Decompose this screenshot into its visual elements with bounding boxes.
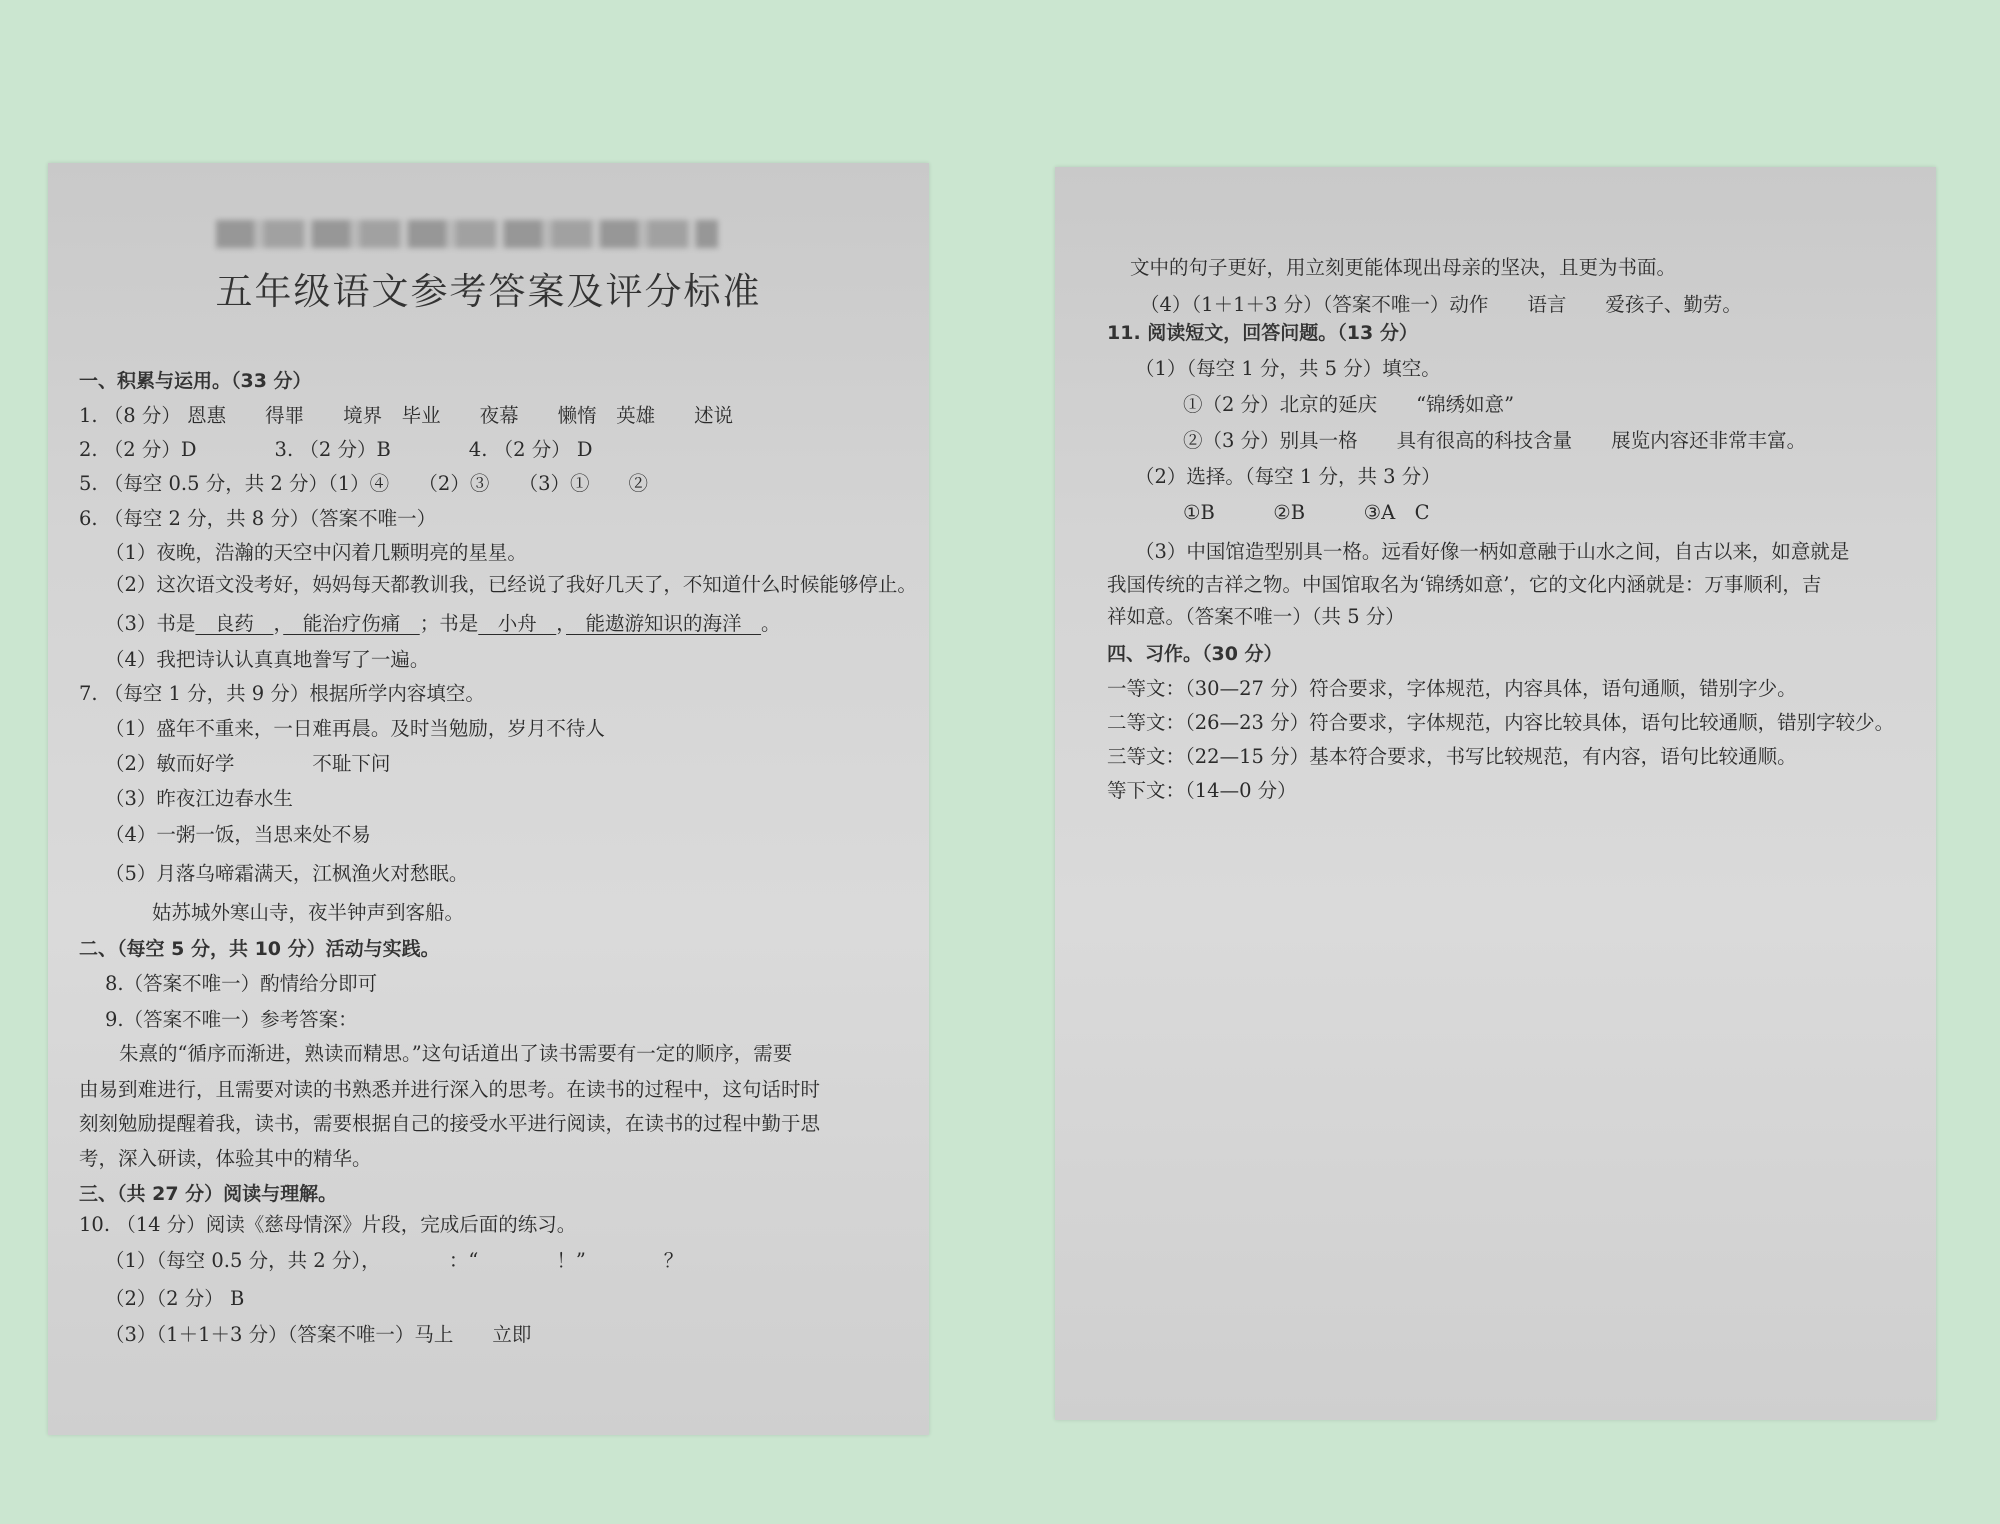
grade-third-class: 三等文：（22—15 分）基本符合要求，书写比较规范，有内容，语句比较通顺。 (1107, 745, 1797, 768)
section-4-heading: 四、习作。（30 分） (1107, 643, 1283, 665)
answer-q7: 7. （每空 1 分，共 9 分）根据所学内容填空。 (79, 682, 485, 705)
answer-q5: 5. （每空 0.5 分，共 2 分）（1）④ （2）③ （3）① ② (79, 472, 648, 495)
q6-3-prefix: （3）书是 (105, 612, 196, 635)
q6-3-blank-b: 能治疗伤痛 (283, 612, 420, 635)
answer-q11-1b: ②（3 分）别具一格 具有很高的科技含量 展览内容还非常丰富。 (1183, 429, 1807, 452)
answer-q10: 10. （14 分）阅读《慈母情深》片段，完成后面的练习。 (79, 1213, 577, 1236)
answer-q6-1: （1）夜晚，浩瀚的天空中闪着几颗明亮的星星。 (105, 541, 527, 564)
answer-q7-5: （5）月落乌啼霜满天，江枫渔火对愁眠。 (105, 862, 469, 885)
q6-3-separator-1: ， (273, 612, 284, 635)
answer-q8: 8.（答案不唯一）酌情给分即可 (105, 972, 378, 995)
section-3-heading: 三、（共 27 分）阅读与理解。 (79, 1183, 338, 1205)
answer-q7-3: （3）昨夜江边春水生 (105, 787, 293, 810)
answer-q6-3 (105, 611, 781, 637)
answer-q7-2: （2）敏而好学 不耻下问 (105, 752, 391, 775)
grade-first-class: 一等文：（30—27 分）符合要求，字体规范，内容具体，语句通顺，错别字少。 (1107, 677, 1797, 700)
section-1-heading: 一、积累与运用。（33 分） (79, 370, 312, 392)
answer-q9-para-line-3: 刻刻勉励提醒着我，读书，需要根据自己的接受水平进行阅读，在读书的过程中勤于思 (79, 1112, 821, 1135)
section-2-heading: 二、（每空 5 分，共 10 分）活动与实践。 (79, 938, 440, 960)
answer-q10-4: （4）（1＋1＋3 分）（答案不唯一）动作 语言 爱孩子、勤劳。 (1140, 293, 1742, 316)
grade-second-class: 二等文：（26—23 分）符合要求，字体规范，内容比较具体，语句比较通顺，错别字较少。 (1107, 711, 1895, 734)
answer-q6-2: （2）这次语文没考好，妈妈每天都教训我，已经说了我好几天了，不知道什么时候能够停止。 (105, 573, 917, 596)
answer-q10-2: （2）（2 分） B (105, 1287, 245, 1310)
answer-q10-1: （1）（每空 0.5 分，共 2 分）， ：“ ！” ？ (105, 1249, 684, 1272)
answer-sheet-page-2 (1055, 167, 1936, 1420)
answer-q9: 9.（答案不唯一）参考答案： (105, 1008, 358, 1031)
answer-q7-1: （1）盛年不重来，一日难再晨。及时当勉励，岁月不待人 (105, 717, 605, 740)
answer-q6-4: （4）我把诗认认真真地誊写了一遍。 (105, 648, 430, 671)
answer-q7-5-line-2: 姑苏城外寒山寺，夜半钟声到客船。 (152, 901, 465, 924)
q6-3-separator-2: ， (556, 612, 567, 635)
q6-3-end: 。 (761, 612, 781, 635)
grade-lower-class: 等下文：（14—0 分） (1107, 779, 1297, 802)
answer-q9-para-line-2: 由易到难进行，且需要对读的书熟悉并进行深入的思考。在读书的过程中，这句话时时 (79, 1078, 821, 1101)
answer-q9-para-line-4: 考，深入研读，体验其中的精华。 (79, 1147, 372, 1170)
answer-q1: 1. （8 分） 恩惠 得罪 境界 毕业 夜幕 懒惰 英雄 述说 (79, 404, 734, 427)
document-title: 五年级语文参考答案及评分标准 (215, 270, 762, 313)
answer-sheet-page-1 (48, 163, 929, 1435)
redacted-header (216, 220, 718, 248)
q6-3-blank-a: 良药 (195, 612, 274, 635)
answer-q11-1a: ①（2 分）北京的延庆 “锦绣如意” (1183, 393, 1515, 416)
answer-q6: 6. （每空 2 分，共 8 分）（答案不唯一） (79, 507, 437, 530)
q6-3-blank-c: 小舟 (478, 612, 557, 635)
answer-q7-4: （4）一粥一饭，当思来处不易 (105, 823, 371, 846)
answer-q9-para-line-1: 朱熹的“循序而渐进，熟读而精思。”这句话道出了读书需要有一定的顺序，需要 (119, 1042, 793, 1065)
answer-q11-3-line-1: （3）中国馆造型别具一格。远看好像一柄如意融于山水之间，自古以来，如意就是 (1135, 540, 1850, 563)
answer-q11-1: （1）（每空 1 分，共 5 分）填空。 (1135, 357, 1441, 380)
q6-3-blank-d: 能遨游知识的海洋 (566, 612, 762, 635)
answer-q11-2: （2）选择。（每空 1 分，共 3 分） (1135, 465, 1441, 488)
answer-q11-3-line-3: 祥如意。（答案不唯一）（共 5 分） (1107, 605, 1405, 628)
answer-q2-q4: 2. （2 分）D 3. （2 分）B 4. （2 分） D (79, 438, 593, 461)
answer-q11-3-line-2: 我国传统的吉祥之物。中国馆取名为‘锦绣如意’，它的文化内涵就是：万事顺利，吉 (1107, 573, 1822, 596)
q6-3-middle: ；书是 (419, 612, 479, 635)
answer-q11-2a: ①B ②B ③A C (1183, 501, 1430, 524)
answer-q10-3-continued: 文中的句子更好，用立刻更能体现出母亲的坚决，且更为书面。 (1130, 256, 1677, 279)
answer-q10-3: （3）（1＋1＋3 分）（答案不唯一）马上 立即 (105, 1323, 532, 1346)
answer-q11: 11. 阅读短文，回答问题。（13 分） (1107, 322, 1418, 344)
